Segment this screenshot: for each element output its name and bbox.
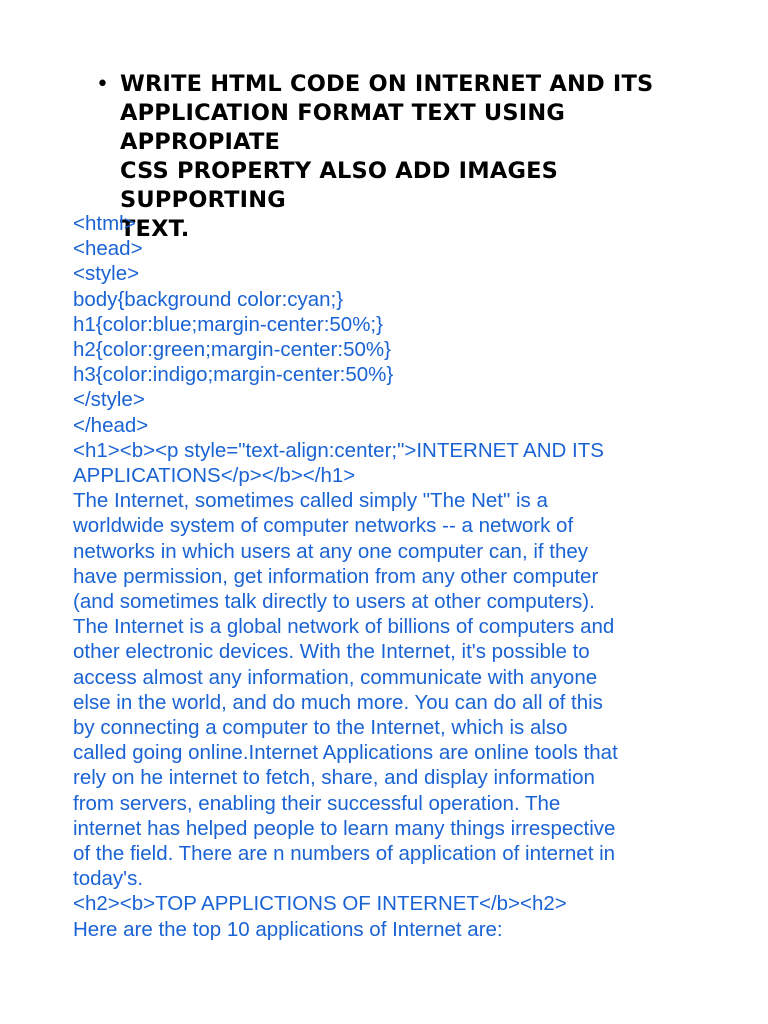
task-heading: WRITE HTML CODE ON INTERNET AND ITS APPLICATION FORMAT TEXT USING APPROPIATE CSS PROPERTY ALSO ADD IMAGES SUPPORTING TEXT.: [120, 71, 654, 242]
code-line: APPLICATIONS</p></b></h1>: [73, 464, 356, 488]
code-line: networks in which users at any one computer can, if they: [73, 539, 589, 563]
code-line: <h2><b>TOP APPLICTIONS OF INTERNET</b><h2>: [73, 892, 567, 916]
code-line: by connecting a computer to the Internet, which is also: [73, 716, 568, 740]
code-line: of the field. There are n numbers of application of internet in: [73, 842, 616, 866]
code-line: The Internet is a global network of billions of computers and: [73, 615, 615, 639]
code-line: rely on he internet to fetch, share, and display information: [73, 766, 595, 790]
code-line: else in the world, and do much more. You can do all of this: [73, 690, 603, 714]
code-line: h3{color:indigo;margin-center:50%}: [73, 363, 394, 387]
code-line: today's.: [73, 867, 144, 891]
code-line: <style>: [73, 262, 140, 286]
code-line: The Internet, sometimes called simply "The Net" is a: [73, 489, 548, 513]
code-line: <head>: [73, 237, 143, 261]
code-line: have permission, get information from any other computer: [73, 564, 599, 588]
code-line: Here are the top 10 applications of Internet are:: [73, 917, 503, 941]
code-line: body{background color:cyan;}: [73, 287, 344, 311]
code-line: access almost any information, communicate with anyone: [73, 665, 598, 689]
code-line: (and sometimes talk directly to users at other computers).: [73, 590, 595, 614]
html-code-block: [73, 211, 723, 942]
code-line: called going online.Internet Applications are online tools that: [73, 741, 618, 765]
code-line: <h1><b><p style="text-align:center;">INTERNET AND ITS: [73, 438, 604, 462]
code-line: other electronic devices. With the Internet, it's possible to: [73, 640, 590, 664]
code-line: from servers, enabling their successful operation. The: [73, 791, 561, 815]
code-line: </style>: [73, 388, 145, 412]
bullet-point: •: [96, 72, 109, 97]
code-line: </head>: [73, 413, 149, 437]
code-line: h1{color:blue;margin-center:50%;}: [73, 312, 383, 336]
code-line: internet has helped people to learn many things irrespective: [73, 816, 616, 840]
code-line: h2{color:green;margin-center:50%}: [73, 338, 391, 362]
code-line: <html>: [73, 212, 136, 235]
code-line: worldwide system of computer networks -- a network of: [73, 514, 574, 538]
